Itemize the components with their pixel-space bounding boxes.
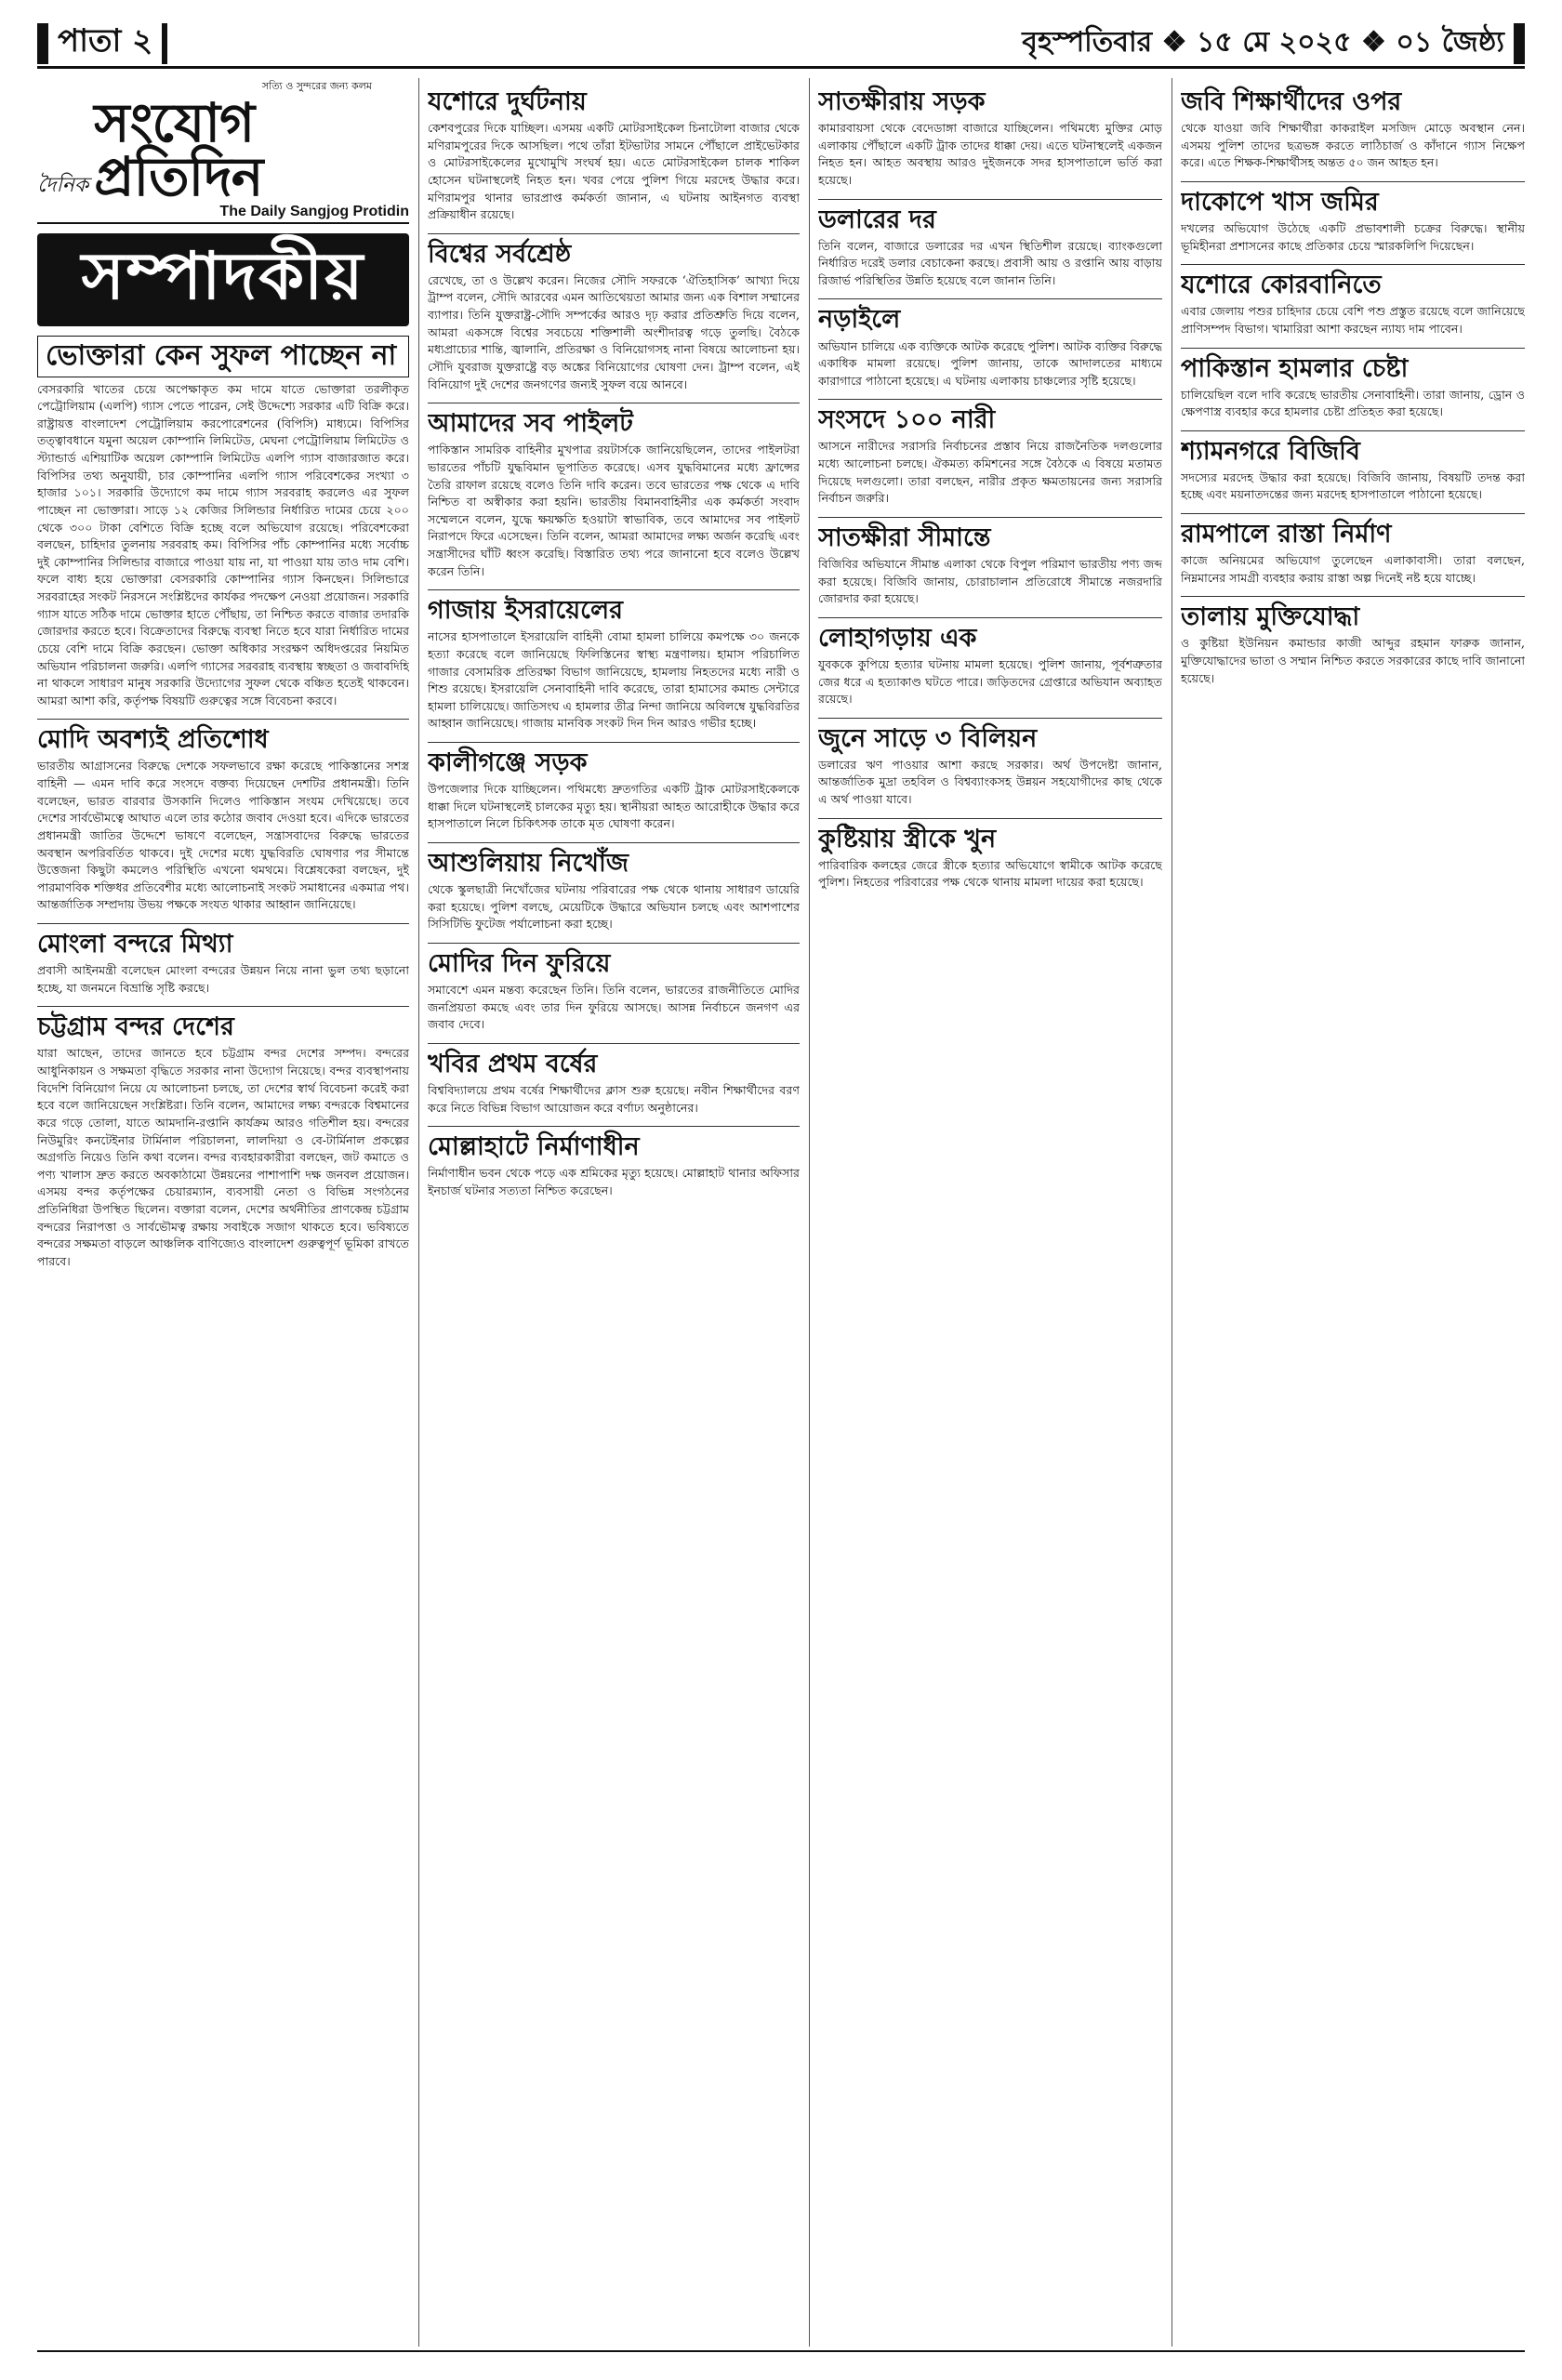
bottom-rule [37, 2350, 1525, 2352]
column-3 [818, 78, 1162, 2347]
column-4-articles [1181, 87, 1525, 687]
article-body: বিজিবির অভিযানে সীমান্ত এলাকা থেকে বিপুল পরিমাণ ভারতীয় পণ্য জব্দ করা হয়েছে। বিজিবি জানায়, চোরাচালান প্রতিরোধে সীমান্তে নজরদারি জোরদার করা হয়েছে। [818, 556, 1162, 606]
article-headline: মোদির দিন ফুরিয়ে [428, 943, 800, 978]
article-headline: গাজায় ইসরায়েলের [428, 589, 800, 625]
article-body: প্রবাসী আইনমন্ত্রী বলেছেন মোংলা বন্দরের উন্নয়ন নিয়ে নানা ভুল তথ্য ছড়ানো হচ্ছে, যা জনমনে বিভ্রান্তি সৃষ্টি করছে। [37, 963, 409, 995]
article-body: আসনে নারীদের সরাসরি নির্বাচনের প্রস্তাব নিয়ে রাজনৈতিক দলগুলোর মধ্যে আলোচনা চলছে। ঐকমত্য কমিশনের সঙ্গে বৈঠকে এ বিষয়ে মতামত দিয়েছে দলগুলো। তারা বলছেন, নারীর প্রকৃত ক্ষমতায়নের জন্য সরাসরি নির্বাচন জরুরি। [818, 439, 1162, 506]
article [428, 742, 800, 833]
article [1181, 513, 1525, 587]
article [818, 87, 1162, 190]
article-headline: দাকোপে খাস জমির [1181, 181, 1525, 217]
article-headline: মোদি অবশ্যই প্রতিশোধ [37, 719, 409, 754]
article-headline: জবি শিক্ষার্থীদের ওপর [1181, 87, 1402, 116]
masthead-paper-name: সংযোগ প্রতিদিন [94, 91, 263, 208]
article-body: কাজে অনিয়মের অভিযোগ তুলেছেন এলাকাবাসী। তারা বলছেন, নিম্নমানের সামগ্রী ব্যবহার করায় রাস্তা অল্প দিনেই নষ্ট হয়ে যাচ্ছে। [1181, 553, 1525, 585]
article [428, 1043, 800, 1117]
article [818, 298, 1162, 390]
article-headline: কালীগঞ্জে সড়ক [428, 742, 800, 777]
article-body: যারা আছেন, তাদের জানতে হবে চট্টগ্রাম বন্দর দেশের সম্পদ। বন্দরের আধুনিকায়ন ও সক্ষমতা বৃদ্ধিতে সরকার নানা উদ্যোগ নিয়েছে। বন্দর ব্যবস্থাপনায় বিদেশি বিনিয়োগ নিয়ে যে আলোচনা চলছে, তা দেশের স্বার্থ বিবেচনা করেই করা হবে বলে জানিয়েছেন সংশ্লিষ্টরা। তিনি বলেন, আমাদের লক্ষ্য বন্দরকে বিশ্বমানের করে গড়ে তোলা, যাতে আমদানি-রপ্তানি কার্যক্রম আরও গতিশীল হয়। বন্দরের নিউমুরিং কনটেইনার টার্মিনাল পরিচালনা, লালদিয়া ও বে-টার্মিনাল প্রকল্পের অগ্রগতি নিয়েও তিনি কথা বলেন। বন্দর ব্যবহারকারীরা বলছেন, জট কমাতে ও পণ্য খালাস দ্রুত করতে অবকাঠামো উন্নয়নের পাশাপাশি দক্ষ জনবল প্রয়োজন। এসময় বন্দর কর্তৃপক্ষের চেয়ারম্যান, ব্যবসায়ী নেতা ও বিভিন্ন সংগঠনের প্রতিনিধিরা উপস্থিত ছিলেন। বক্তারা বলেন, দেশের অর্থনীতির প্রাণকেন্দ্র চট্টগ্রাম বন্দরের নিরাপত্তা ও সার্বভৌমত্ব রক্ষায় সবাইকে সজাগ থাকতে হবে। ভবিষ্যতে বন্দরের সক্ষমতা বাড়লে আঞ্চলিক বাণিজ্যেও বাংলাদেশ গুরুত্বপূর্ণ ভূমিকা রাখতে পারবে। [37, 1046, 409, 1268]
article-headline: রামপালে রাস্তা নির্মাণ [1181, 513, 1525, 549]
article [1181, 596, 1525, 687]
article-body: চালিয়েছিল বলে দাবি করেছে ভারতীয় সেনাবাহিনী। তারা জানায়, ড্রোন ও ক্ষেপণাস্ত্র ব্যবহার করে হামলার চেষ্টা প্রতিহত করা হয়েছে। [1181, 387, 1525, 419]
article [428, 233, 800, 393]
article [1181, 348, 1525, 421]
article-body: নির্মাণাধীন ভবন থেকে পড়ে এক শ্রমিকের মৃত্যু হয়েছে। মোল্লাহাট থানার অফিসার ইনচার্জ ঘটনার সত্যতা নিশ্চিত করেছেন। [428, 1166, 800, 1197]
article-headline: পাকিস্তান হামলার চেষ্টা [1181, 348, 1525, 383]
date-line [1022, 20, 1525, 67]
article [37, 1006, 409, 1270]
article-body: পারিবারিক কলহের জেরে স্ত্রীকে হত্যার অভিযোগে স্বামীকে আটক করেছে পুলিশ। নিহতের পরিবারের পক্ষ থেকে থানায় মামলা দায়ের করা হয়েছে। [818, 857, 1162, 890]
article-body: ডলারের ঋণ পাওয়ার আশা করছে সরকার। অর্থ উপদেষ্টা জানান, আন্তর্জাতিক মুদ্রা তহবিল ও বিশ্বব্যাংকসহ উন্নয়ন সহযোগীদের কাছ থেকে এ অর্থ পাওয়া যাবে। [818, 757, 1162, 807]
editorial-title: সম্পাদকীয় [81, 236, 365, 314]
article-body: বেসরকারি খাতের চেয়ে অপেক্ষাকৃত কম দামে যাতে ভোক্তারা তরলীকৃত পেট্রোলিয়াম (এলপি) গ্যাস পেতে পারেন, সেই উদ্দেশ্যে সরকার এটি বিক্রি করে। রাষ্ট্রায়ত্ত বাংলাদেশ পেট্রোলিয়াম করপোরেশনের (বিপিসি) মাধ্যমে। বিপিসির তত্ত্বাবধানে যমুনা অয়েল কোম্পানি লিমিটেড, মেঘনা পেট্রোলিয়াম লিমিটেড ও স্ট্যান্ডার্ড এশিয়াটিক অয়েল কোম্পানি লিমিটেড এলপি গ্যাস বাজারজাত করে। বিপিসির তথ্য অনুযায়ী, চার কোম্পানির এলপি গ্যাস পরিবেশকের সংখ্যা ৩ হাজার ১০১। সরকারি উদ্যোগে কম দামে গ্যাস সরবরাহ করলেও এর সুফল পাচ্ছেন না ভোক্তারা। সাড়ে ১২ কেজির সিলিন্ডার নির্ধারিত দামের চেয়ে ২০০ থেকে ৩০০ টাকা বেশিতে বিক্রি হচ্ছে বলে অভিযোগ রয়েছে। পরিবেশকেরা বলছেন, চাহিদার তুলনায় সরবরাহ কম। বিপিসির পাঁচ কোম্পানির মধ্যে সর্বোচ্চ দুই কোম্পানির সিলিন্ডার বাজারে পাওয়া যায় না, যা পাওয়া যায় তাও দাম বেশি। ফলে বাধ্য হয়ে ভোক্তারা বেসরকারি কোম্পানির গ্যাস কিনছেন। সিলিন্ডারে সরবরাহের সংকট নিরসনে সংশ্লিষ্টদের কার্যকর পদক্ষেপ নেওয়া প্রয়োজন। সরকারি গ্যাস যাতে সঠিক দামে ভোক্তার হাতে পৌঁছায়, তা নিশ্চিত করতে বাজার তদারকি জোরদার করতে হবে। বিক্রেতাদের বিরুদ্ধে ব্যবস্থা নিতে হবে যারা নির্ধারিত দামের চেয়ে বেশি দামে বিক্রি করছেন। ভোক্তা অধিকার সংরক্ষণ অধিদপ্তরের নিয়মিত অভিযান পরিচালনা জরুরি। এলপি গ্যাসের সরবরাহ ব্যবস্থায় স্বচ্ছতা ও জবাবদিহি না থাকলে সাধারণ মানুষ সরকারি উদ্যোগের সুফল থেকে বঞ্চিত হতেই থাকবেন। আমরা আশা করি, কর্তৃপক্ষ বিষয়টি গুরুত্বের সঙ্গে বিবেচনা করবে। [37, 381, 409, 707]
article [428, 943, 800, 1034]
article-headline: সাতক্ষীরায় সড়ক [818, 87, 986, 116]
article [37, 336, 409, 709]
article-body: বিশ্ববিদ্যালয়ে প্রথম বর্ষের শিক্ষার্থীদের ক্লাস শুরু হয়েছে। নবীন শিক্ষার্থীদের বরণ করে নিতে বিভিন্ন বিভাগ আয়োজন করে বর্ণাঢ্য অনুষ্ঠানের। [428, 1082, 800, 1115]
article-headline: মোংলা বন্দরে মিথ্যা [37, 923, 409, 959]
article-headline: যশোরে কোরবানিতে [1181, 264, 1525, 299]
article-body: থেকে যাওয়া জবি শিক্ষার্থীরা কাকরাইল মসজিদ মোড়ে অবস্থান নেন। এসময় পুলিশ তাদের ছত্রভঙ্গ করতে লাঠিচার্জ ও কাঁদানে গ্যাস নিক্ষেপ করে। এতে শিক্ষক-শিক্ষার্থীসহ অন্তত ৫০ জন আহত হন। [1181, 121, 1525, 170]
article [818, 399, 1162, 508]
masthead-tagline: সত্যি ও সুন্দরের জন্য কলম [261, 80, 372, 92]
article-headline: কুষ্টিয়ায় স্ত্রীকে খুন [818, 818, 1162, 853]
masthead-title [37, 91, 409, 208]
date-text: বৃহস্পতিবার ❖ ১৫ মে ২০২৫ ❖ ০১ জৈষ্ঠ্য [1022, 26, 1504, 59]
article-body: কামারবায়সা থেকে বেদেডাঙ্গা বাজারে যাচ্ছিলেন। পথিমধ্যে মুক্তির মোড় এলাকায় পৌঁছালে একটি ট্রাক তাদের ধাক্কা দেয়। এতে ঘটনাস্থলেই একজন নিহত হন। আহত অবস্থায় আরও দুইজনকে সদর হাসপাতালে ভর্তি করা হয়েছে। [818, 121, 1162, 187]
article-headline: ডলারের দর [818, 199, 1162, 234]
page-number-marker-right [162, 23, 167, 64]
article [1181, 181, 1525, 255]
article [428, 842, 800, 933]
article [818, 517, 1162, 608]
editorial-banner [37, 233, 409, 326]
article [37, 719, 409, 914]
article [818, 199, 1162, 290]
date-marker [1514, 23, 1525, 64]
article-headline: যশোরে দুর্ঘটনায় [428, 87, 587, 116]
article-body: ও কুষ্টিয়া ইউনিয়ন কমান্ডার কাজী আব্দুর রহমান ফারুক জানান, মুক্তিযোদ্ধাদের ভাতা ও সম্মান নিশ্চিত করতে সরকারের কাছে দাবি জানানো হয়েছে। [1181, 636, 1525, 685]
article-headline: সংসদে ১০০ নারী [818, 399, 1162, 434]
article-body: ভারতীয় আগ্রাসনের বিরুদ্ধে দেশকে সফলভাবে রক্ষা করেছে পাকিস্তানের সশস্ত্র বাহিনী — এমন দাবি করে সংসদে বক্তব্য দিয়েছেন দেশটির প্রধানমন্ত্রী। তিনি বলেছেন, ভারত বারবার উসকানি দিলেও পাকিস্তান সংযম দেখিয়েছে। তবে দেশের সার্বভৌমত্বে আঘাত এলে তার কঠোর জবাব দেওয়া হবে। এদিকে ভারতের প্রধানমন্ত্রী জাতির উদ্দেশে ভাষণে বলেছেন, সন্ত্রাসবাদের বিরুদ্ধে ভারতের অবস্থান অপরিবর্তিত থাকবে। দুই দেশের মধ্যে যুদ্ধবিরতি ঘোষণার পর সীমান্তে উত্তেজনা কিছুটা কমলেও পরিস্থিতি এখনো থমথমে। বিশ্লেষকেরা বলছেন, দুই পারমাণবিক শক্তিধর প্রতিবেশীর মধ্যে আলোচনাই সংকট সমাধানের একমাত্র পথ। আন্তর্জাতিক সম্প্রদায় উভয় পক্ষকে সংযত থাকার আহ্বান জানিয়েছে। [37, 759, 409, 912]
article-headline: সাতক্ষীরা সীমান্তে [818, 517, 1162, 552]
article-headline: তালায় মুক্তিযোদ্ধা [1181, 596, 1525, 631]
article-body: রেখেছে, তা ও উল্লেখ করেন। নিজের সৌদি সফরকে ‘ঐতিহাসিক’ আখ্যা দিয়ে ট্রাম্প বলেন, সৌদি আরবের এমন আতিথেয়তা আমার জন্য এক বিশাল সম্মানের ব্যাপার। তিনি যুক্তরাষ্ট্র-সৌদি সম্পর্কের আরও দৃঢ় করার প্রতিশ্রুতি দিয়ে বলেন, আমরা একসঙ্গে বিশ্বের সবচেয়ে শক্তিশালী অংশীদারত্ব গড়ে তুলছি। বৈঠকে মধ্যপ্রাচ্যের শান্তি, জ্বালানি, প্রতিরক্ষা ও বিনিয়োগসহ নানা বিষয়ে আলোচনা হয়। সৌদি যুবরাজ যুক্তরাষ্ট্রে বড় অঙ্কের বিনিয়োগের ঘোষণা দেন। ট্রাম্প বলেন, এই বিনিয়োগ দুই দেশের জনগণের জন্যই সুফল বয়ে আনবে। [428, 272, 800, 391]
article [428, 1126, 800, 1199]
column-3-articles [818, 87, 1162, 892]
article-body: যুবককে কুপিয়ে হত্যার ঘটনায় মামলা হয়েছে। পুলিশ জানায়, পূর্বশত্রুতার জের ধরে এ হত্যাকাণ্ড ঘটতে পারে। জড়িতদের গ্রেপ্তারে অভিযান অব্যাহত রয়েছে। [818, 656, 1162, 707]
article-body: দখলের অভিযোগ উঠেছে একটি প্রভাবশালী চক্রের বিরুদ্ধে। স্থানীয় ভূমিহীনরা প্রশাসনের কাছে প্রতিকার চেয়ে স্মারকলিপি দিয়েছেন। [1181, 220, 1525, 253]
article-body: সমাবেশে এমন মন্তব্য করেছেন তিনি। তিনি বলেন, ভারতের রাজনীতিতে মোদির জনপ্রিয়তা কমছে এবং তার দিন ফুরিয়ে আসছে। আসন্ন নির্বাচনে জনগণ এর জবাব দেবে। [428, 982, 800, 1032]
column-divider-1 [418, 78, 419, 2347]
article-headline: শ্যামনগরে বিজিবি [1181, 430, 1525, 466]
column-2 [428, 78, 800, 2347]
article-headline: আমাদের সব পাইলট [428, 403, 800, 438]
article-body: অভিযান চালিয়ে এক ব্যক্তিকে আটক করেছে পুলিশ। আটক ব্যক্তির বিরুদ্ধে একাধিক মামলা রয়েছে। পুলিশ জানায়, তাকে আদালতের মাধ্যমে কারাগারে পাঠানো হয়েছে। এ ঘটনায় এলাকায় চাঞ্চল্যের সৃষ্টি হয়েছে। [818, 338, 1162, 388]
article [1181, 430, 1525, 504]
column-divider-2 [809, 78, 810, 2347]
page-number [37, 17, 167, 70]
column-1 [37, 78, 409, 2347]
masthead [37, 78, 409, 224]
article-body: থেকে স্কুলছাত্রী নিখোঁজের ঘটনায় পরিবারের পক্ষ থেকে থানায় সাধারণ ডায়েরি করা হয়েছে। পুলিশ বলছে, মেয়েটিকে উদ্ধারে অভিযান চলছে এবং আশপাশের সিসিটিভি ফুটেজ পর্যালোচনা করা হচ্ছে। [428, 882, 800, 932]
article-headline: নড়াইলে [818, 298, 1162, 334]
column-2-articles [428, 87, 800, 1199]
article [428, 87, 800, 224]
article-body: কেশবপুরের দিকে যাচ্ছিল। এসময় একটি মোটরসাইকেল চিনাটোলা বাজার থেকে মণিরামপুরের দিকে আসছিল। পথে তাঁরা ইটভাটার সামনে পৌঁছালে প্রাইভেটকার ও মোটরসাইকেলের মুখোমুখি সংঘর্ষ হয়। এতে মোটরসাইকেল চালক শাকিল হোসেন ঘটনাস্থলেই নিহত হন। খবর পেয়ে পুলিশ গিয়ে মরদেহ উদ্ধার করে। মণিরামপুর থানার ভারপ্রাপ্ত কর্মকর্তা জানান, এ ঘটনায় আইনগত ব্যবস্থা প্রক্রিয়াধীন রয়েছে। [428, 121, 800, 222]
article-body: উপজেলার দিকে যাচ্ছিলেন। পথিমধ্যে দ্রুতগতির একটি ট্রাক মোটরসাইকেলকে ধাক্কা দিলে ঘটনাস্থলেই চালকের মৃত্যু হয়। স্থানীয়রা আহত আরোহীকে উদ্ধার করে হাসপাতালে নিলে চিকিৎসক তাকে মৃত ঘোষণা করেন। [428, 782, 800, 831]
article [428, 589, 800, 733]
article [818, 818, 1162, 892]
article-headline: বিশ্বের সর্বশ্রেষ্ঠ [428, 233, 800, 269]
article-headline: জুনে সাড়ে ৩ বিলিয়ন [818, 718, 1162, 753]
article [818, 718, 1162, 809]
article-headline: খবির প্রথম বর্ষের [428, 1043, 800, 1078]
article [1181, 264, 1525, 337]
article-body: এবার জেলায় পশুর চাহিদার চেয়ে বেশি পশু প্রস্তুত রয়েছে বলে জানিয়েছে প্রাণিসম্পদ বিভাগ। খামারিরা আশা করছেন ন্যায্য দাম পাবেন। [1181, 304, 1525, 336]
top-bar [37, 20, 1525, 69]
masthead-english-name: The Daily Sangjog Protidin [37, 204, 409, 224]
column-1-articles [37, 336, 409, 1271]
article [818, 617, 1162, 708]
column-4 [1181, 78, 1525, 2347]
page-number-label: পাতা ২ [58, 22, 153, 60]
masthead-daily: দৈনিক [37, 174, 89, 197]
page-number-marker [37, 23, 48, 64]
article-headline: চট্টগ্রাম বন্দর দেশের [37, 1006, 409, 1041]
article-headline: লোহাগড়ায় এক [818, 617, 1162, 653]
article [428, 403, 800, 580]
article-body: সদস্যের মরদেহ উদ্ধার করা হয়েছে। বিজিবি জানায়, বিষয়টি তদন্ত করা হচ্ছে এবং ময়নাতদন্তের জন্য মরদেহ হাসপাতালে পাঠানো হয়েছে। [1181, 469, 1525, 502]
article-body: নাসের হাসপাতালে ইসরায়েলি বাহিনী বোমা হামলা চালিয়ে কমপক্ষে ৩০ জনকে হত্যা করেছে বলে জানিয়েছে ফিলিস্তিনের স্বাস্থ্য মন্ত্রণালয়। হামাস পরিচালিত গাজার বেসামরিক প্রতিরক্ষা বিভাগ জানিয়েছে, হামলায় নিহতদের মধ্যে নারী ও শিশু রয়েছে। ইসরায়েলি সেনাবাহিনী দাবি করেছে, তারা হামাসের কমান্ড সেন্টারে হামলা চালিয়েছে। জাতিসংঘ এ হামলার তীব্র নিন্দা জানিয়ে অবিলম্বে যুদ্ধবিরতির আহ্বান জানিয়েছে। গাজায় মানবিক সংকট দিন দিন আরও গভীর হচ্ছে। [428, 629, 800, 731]
article-headline: ভোক্তারা কেন সুফল পাচ্ছেন না [37, 336, 409, 377]
article [1181, 87, 1525, 172]
article [37, 923, 409, 997]
article-headline: মোল্লাহাটে নির্মাণাধীন [428, 1126, 800, 1161]
article-headline: আশুলিয়ায় নিখোঁজ [428, 842, 800, 878]
article-body: পাকিস্তান সামরিক বাহিনীর মুখপাত্র রয়টার্সকে জানিয়েছিলেন, তাদের পাইলটরা ভারতের পাঁচটি যুদ্ধবিমান ভূপাতিত করেছে। এসব যুদ্ধবিমানের মধ্যে ফ্রান্সের তৈরি রাফাল রয়েছে বলেও তিনি দাবি করেন। তবে ভারতের পক্ষ থেকে এ দাবি নিশ্চিত বা অস্বীকার করা হয়নি। ভারতীয় বিমানবাহিনীর এক কর্মকর্তা সংবাদ সম্মেলনে বলেন, যুদ্ধে ক্ষয়ক্ষতি হওয়াটা স্বাভাবিক, তবে আমাদের সব পাইলট নিরাপদে ফিরে এসেছেন। তিনি বলেন, আমরা আমাদের লক্ষ্য অর্জন করেছি এবং সন্ত্রাসীদের ঘাঁটি ধ্বংস করেছি। বিস্তারিত তথ্য পরে জানানো হবে বলেও উল্লেখ করেন তিনি। [428, 443, 800, 578]
article-body: তিনি বলেন, বাজারে ডলারের দর এখন স্থিতিশীল রয়েছে। ব্যাংকগুলো নির্ধারিত দরেই ডলার বেচাকেনা করছে। প্রবাসী আয় ও রপ্তানি আয় বাড়ায় রিজার্ভ পরিস্থিতির উন্নতি হয়েছে বলে জানান তিনি। [818, 238, 1162, 287]
